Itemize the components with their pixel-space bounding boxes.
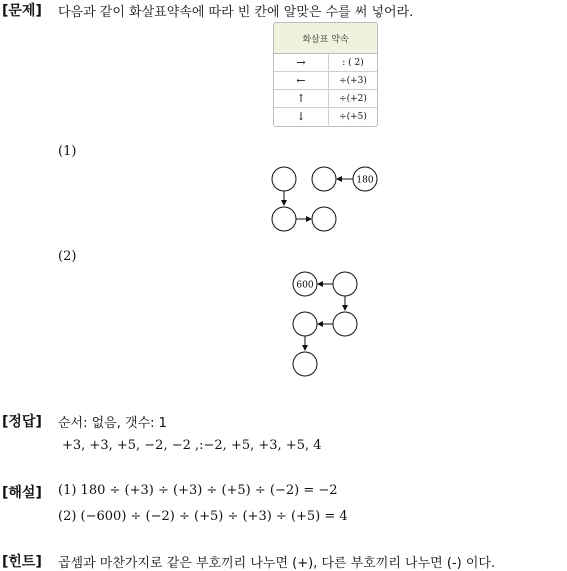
blank-circle bbox=[312, 207, 336, 231]
arrow-rule-value: ÷(+3) bbox=[339, 75, 367, 86]
arrow-rule-row-down bbox=[274, 108, 377, 125]
blank-circle bbox=[333, 272, 357, 296]
arrow-rule-row-left bbox=[274, 72, 377, 90]
left-arrow-icon: ← bbox=[274, 72, 329, 89]
subproblem-1-label: (1) bbox=[58, 144, 77, 159]
arrow-rule-row-up bbox=[274, 90, 377, 108]
subproblem-2-label: (2) bbox=[58, 249, 77, 264]
start-value-text: 180 bbox=[356, 175, 374, 186]
arrow-diagram-2 bbox=[285, 266, 365, 381]
answer-tag: [정답] bbox=[2, 414, 42, 430]
right-arrow-icon: → bbox=[274, 54, 329, 71]
answer-values: +3, +3, +5, −2, −2 ,:−2, +5, +3, +5, 4 bbox=[62, 438, 322, 453]
arrow-diagram-1 bbox=[260, 160, 390, 235]
problem-text: 다음과 같이 화살표약속에 따라 빈 칸에 알맞은 수를 써 넣어라. bbox=[58, 5, 414, 20]
arrow-rule-value: ÷(+2) bbox=[339, 93, 367, 104]
blank-circle bbox=[293, 312, 317, 336]
arrow-rule-row-right bbox=[274, 54, 377, 72]
hint-tag: [힌트] bbox=[2, 554, 42, 570]
blank-circle bbox=[293, 352, 317, 376]
blank-circle bbox=[272, 207, 296, 231]
blank-circle bbox=[312, 167, 336, 191]
hint-text: 곱셈과 마찬가지로 같은 부호끼리 나누면 (+), 다른 부호끼리 나누면 (-) 이다. bbox=[58, 556, 496, 571]
blank-circle bbox=[272, 167, 296, 191]
start-value-text: 600 bbox=[296, 280, 314, 291]
arrow-rule-value: ÷(+5) bbox=[339, 111, 367, 122]
problem-tag: [문제] bbox=[2, 3, 42, 19]
blank-circle bbox=[333, 312, 357, 336]
explanation-line-1: (1) 180 ÷ (+3) ÷ (+3) ÷ (+5) ÷ (−2) = −2 bbox=[58, 483, 338, 498]
answer-order-count: 순서: 없음, 갯수: 1 bbox=[58, 416, 167, 431]
arrow-rule-table-title: 화살표 약속 bbox=[274, 23, 377, 54]
explanation-line-2: (2) (−600) ÷ (−2) ÷ (+5) ÷ (+3) ÷ (+5) = 4 bbox=[58, 509, 348, 524]
down-arrow-icon: ↓ bbox=[274, 108, 329, 125]
up-arrow-icon: ↑ bbox=[274, 90, 329, 107]
arrow-rule-table bbox=[273, 22, 378, 127]
arrow-rule-value: : ( 2) bbox=[342, 57, 364, 68]
explanation-tag: [해설] bbox=[2, 485, 42, 501]
